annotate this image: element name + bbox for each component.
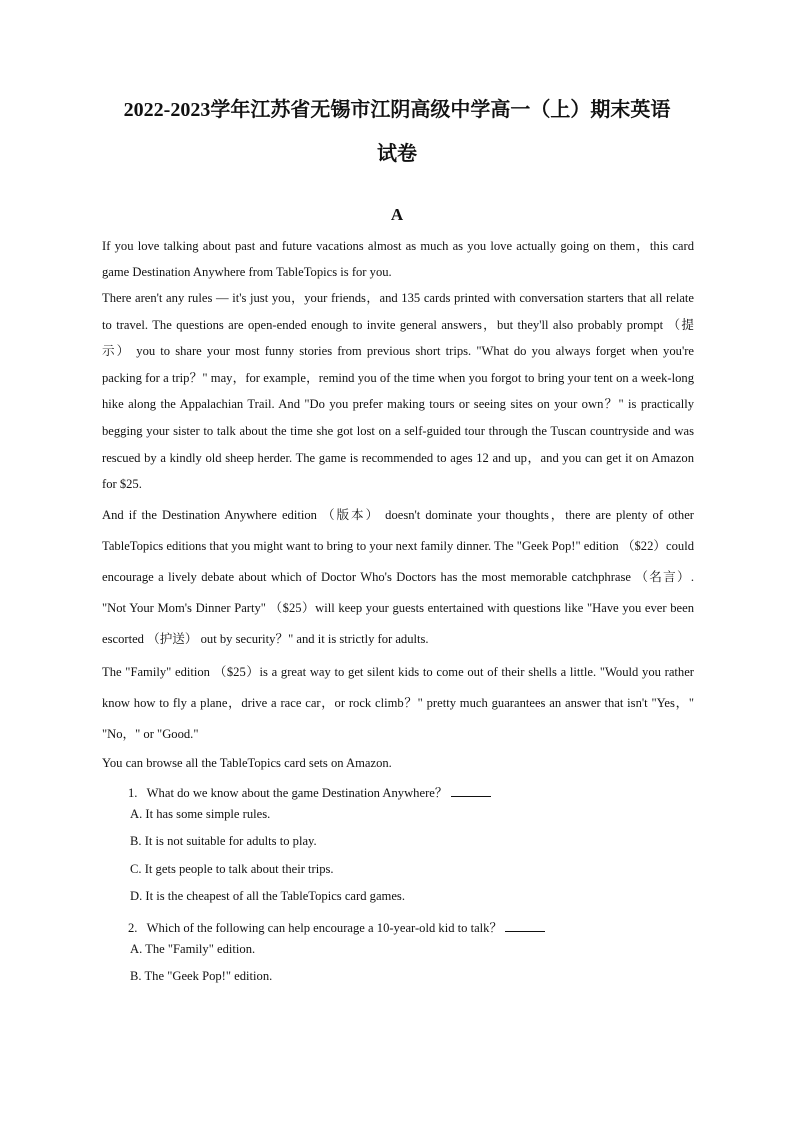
question-stem: What do we know about the game Destination Anywhere？ [146,785,448,800]
option-c[interactable] [130,856,694,884]
option-text: It is the cheapest of all the TableTopics card games. [145,889,405,904]
answer-blank[interactable] [451,795,491,797]
option-text: It has some simple rules. [145,806,271,821]
answer-blank[interactable] [505,930,545,932]
passage-paragraph-3: And if the Destination Anywhere edition （版本） doesn't dominate your thoughts，there are plenty of other TableTopics editions that you might want to bring to your next family dinner. The "Geek Pop!" edition （$22）could encourage a lively debate about which of Doctor Who's Doctors has the most memorable catchphrase （名言）. "Not Your Mom's Dinner Party" （$25）will keep your guests entertained with questions like "Have you ever been escorted （护送） out by security？" and it is strictly for adults. [102,507,694,646]
question-stem: Which of the following can help encourage a 10-year-old kid to talk？ [146,920,503,935]
option-letter: A. [130,941,143,956]
option-text: It is not suitable for adults to play. [144,834,317,849]
option-letter: D. [130,889,143,904]
passage-paragraph-5: You can browse all the TableTopics card sets on Amazon. [102,755,392,770]
question-2 [128,917,694,936]
passage-paragraph-2: There aren't any rules — it's just you，your friends，and 135 cards printed with conversation starters that all relate to travel. The questions are open-ended enough to invite general answers，but they'll also probably prompt （提示） you to share your most funny stories from previous short trips. "What do you always forget when you're packing for a trip？" may，for example，remind you of the time when you forgot to bring your tent on a week-long hike along the Appalachian Trail. And "Do you prefer making tours or seeing sites on your own？" is practically begging your sister to talk about the time she got lost on a self-guided tour through the Tuscan countryside and was rescued by a kindly old sheep herder. The game is recommended to ages 12 and up，and you can get it on Amazon for $25. [102,291,694,492]
option-letter: A. [130,806,143,821]
option-letter: B. [130,969,142,984]
option-b[interactable] [130,963,694,991]
section-heading: A [390,205,404,224]
option-text: The "Geek Pop!" edition. [144,969,273,984]
option-text: It gets people to talk about their trips. [144,861,334,876]
exam-title-line-2: 试卷 [377,143,417,165]
option-b[interactable] [130,828,694,856]
reading-passage [102,234,694,991]
option-letter: C. [130,861,142,876]
option-d[interactable] [130,883,694,911]
option-a[interactable] [130,801,694,829]
option-letter: B. [130,834,142,849]
passage-paragraph-4: The "Family" edition （$25）is a great way to get silent kids to come out of their shells a little. "Would you rather know how to fly a plane，drive a race car，or rock climb？" pretty much guarantees an answer that isn't "Yes，" "No，" or "Good." [102,664,694,741]
question-number: 2. [128,920,138,935]
question-1 [128,782,694,801]
question-number: 1. [128,785,138,800]
option-text: The "Family" edition. [145,941,256,956]
passage-paragraph-1: If you love talking about past and future vacations almost as much as you love actually going on them，this card game Destination Anywhere from TableTopics is for you. [102,239,694,279]
exam-title-line-1: 2022-2023学年江苏省无锡市江阴高级中学高一（上）期末英语 [123,99,671,121]
option-a[interactable] [130,936,694,964]
